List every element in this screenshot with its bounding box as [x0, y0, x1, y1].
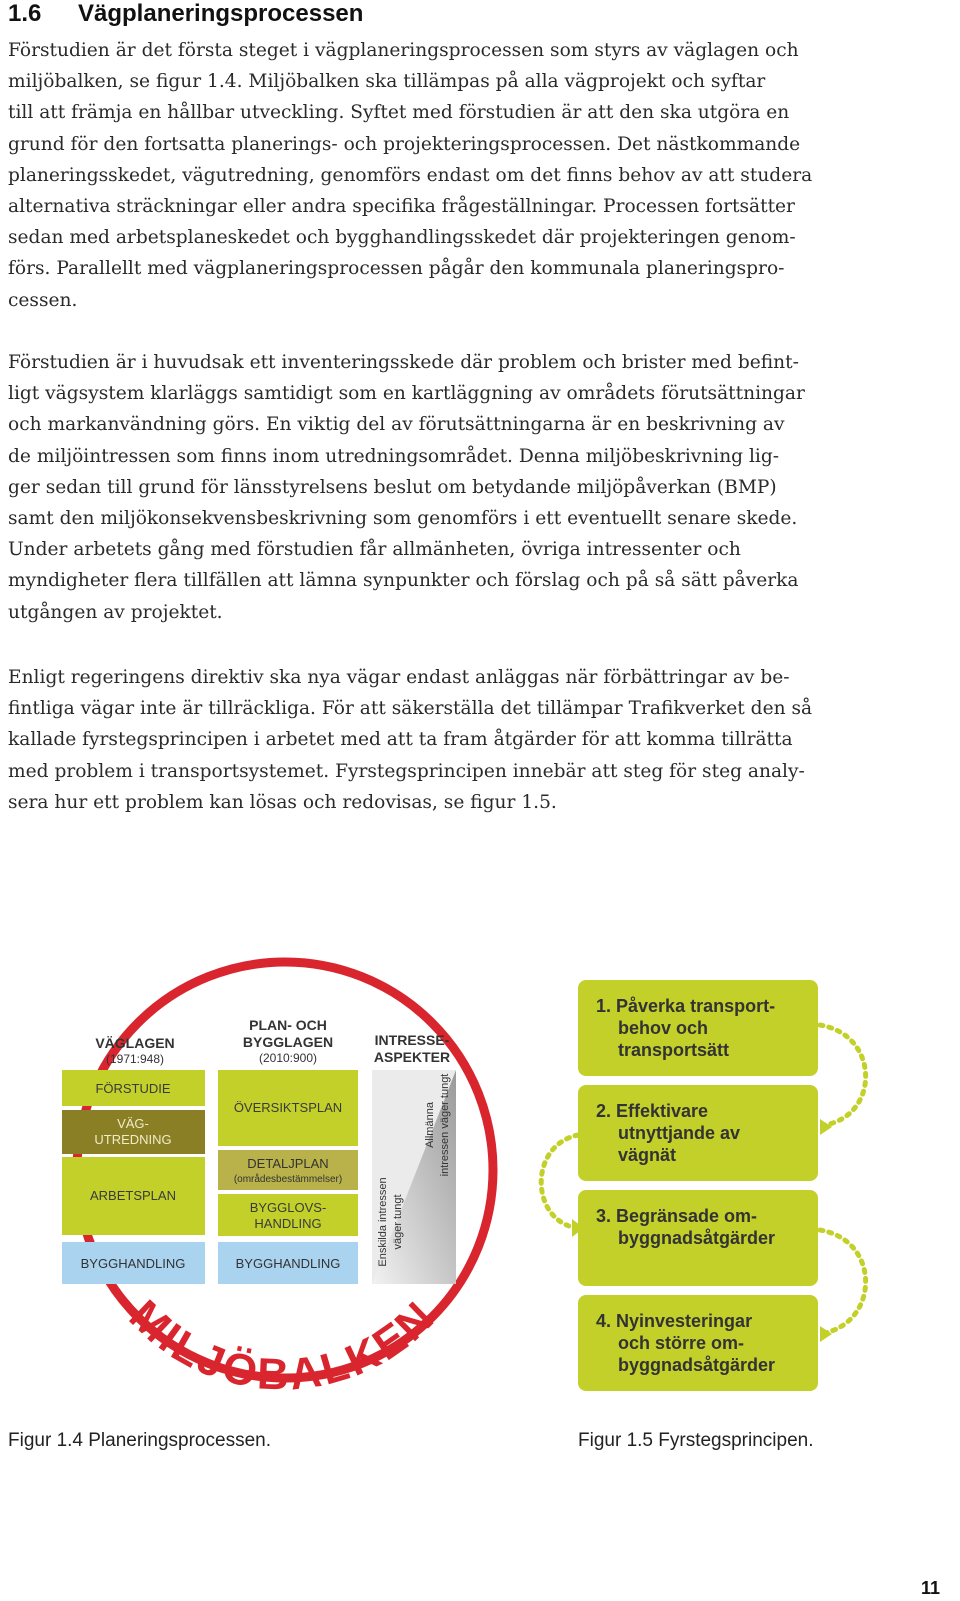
- dotted-arc-1-2: [820, 1025, 866, 1125]
- text-line: Förstudien är det första steget i vägplaneringsprocessen som styrs av väglagen och: [8, 40, 799, 61]
- section-number: 1.6: [8, 0, 42, 27]
- text-line: kallade fyrstegsprincipen i arbetet med att ta fram åtgärder för att komma tillrätta: [8, 729, 793, 751]
- text-line: sera hur ett problem kan lösas och redovisas, se figur 1.5.: [8, 791, 557, 813]
- step-3-line-2: byggnadsåtgärder: [618, 1228, 776, 1248]
- text-line: Förstudien är i huvudsak ett inventeringsskede där problem och brister med befint-: [8, 352, 799, 373]
- paragraph-1: [8, 35, 848, 316]
- text-line: utgången av projektet.: [8, 601, 223, 623]
- stage-arbetsplan-label: ARBETSPLAN: [90, 1188, 176, 1203]
- text-line: de miljöintressen som finns inom utredningsområdet. Denna miljöbeskrivning lig-: [8, 445, 780, 467]
- interests-title-2: ASPEKTER: [373, 1049, 451, 1065]
- text-line: alternativa sträckningar eller andra specifika frågeställningar. Processen fortsätter: [8, 195, 795, 217]
- step-2-line-2: utnyttjande av: [618, 1123, 741, 1143]
- paragraph-3: [8, 662, 848, 818]
- pbl-title-1: PLAN- OCH: [249, 1017, 327, 1033]
- section-title: Vägplaneringsprocessen: [78, 0, 364, 27]
- stage-bygghandling-vl-label: BYGGHANDLING: [80, 1256, 186, 1271]
- step-1-line-1: 1. Påverka transport-: [596, 996, 776, 1016]
- stage-oversiktsplan-label: ÖVERSIKTSPLAN: [233, 1100, 343, 1115]
- stage-bygglovshandling-label-2: HANDLING: [254, 1216, 322, 1231]
- vaglagen-year: (1971:948): [105, 1052, 165, 1066]
- text-line: myndigheter flera tillfällen att lämna synpunkter och förslag och på så sätt påverka: [8, 570, 799, 592]
- step-1-line-3: transportsätt: [618, 1040, 730, 1060]
- text-line: ger sedan till grund för länsstyrelsens beslut om betydande miljöpåverkan (BMP): [8, 476, 777, 498]
- pbl-title-2: BYGGLAGEN: [242, 1034, 334, 1050]
- step-1-line-2: behov och: [618, 1018, 709, 1038]
- text-line: grund för den fortsatta planerings- och projekteringsprocessen. Det nästkommande: [8, 133, 801, 155]
- step-4-line-2: och större om-: [618, 1333, 745, 1353]
- text-line: till att främja en hållbar utveckling. Syftet med förstudien är att den ska utgöra en: [8, 102, 790, 124]
- stage-detaljplan-sublabel: (områdesbestämmelser): [233, 1174, 343, 1185]
- text-line: miljöbalken, se figur 1.4. Miljöbalken ska tillämpas på alla vägprojekt och syftar: [8, 71, 766, 93]
- text-line: Enligt regeringens direktiv ska nya vägar endast anläggas när förbättringar av be-: [8, 667, 790, 688]
- page-number: 11: [920, 1578, 940, 1598]
- planning-process-diagram: [60, 950, 540, 1420]
- step-2-line-1: 2. Effektivare: [596, 1101, 709, 1121]
- ring-label: MILJÖBALKEN: [120, 1290, 445, 1400]
- arrow-head-3-4: [820, 1326, 832, 1342]
- vaglagen-title: VÄGLAGEN: [95, 1035, 175, 1051]
- text-line: förs. Parallellt med vägplaneringsprocessen pågår den kommunala planeringspro-: [8, 258, 785, 280]
- text-line: med problem i transportsystemet. Fyrstegsprincipen innebär att steg för steg analy-: [8, 760, 805, 782]
- private-interest-label-1: Enskilda intressen: [377, 1177, 389, 1267]
- public-interest-label-2: intressen väger tungt: [439, 1073, 451, 1177]
- text-line: planeringsskedet, vägutredning, genomförs endast om det finns behov av att studera: [8, 164, 813, 186]
- text-line: fintliga vägar inte är tillräckliga. För att säkerställa det tillämpar Trafikverket den så: [8, 698, 813, 720]
- interests-title-1: INTRESSE-: [374, 1032, 450, 1048]
- figure-15-caption: Figur 1.5 Fyrstegsprincipen.: [578, 1430, 814, 1451]
- step-4-line-3: byggnadsåtgärder: [618, 1355, 776, 1375]
- section-heading: [8, 0, 363, 28]
- text-line: sedan med arbetsplaneskedet och bygghandlingsskedet där projekteringen genom-: [8, 227, 796, 249]
- dotted-arc-3-4: [820, 1230, 866, 1333]
- figure-four-step-principle: [520, 975, 880, 1395]
- text-line: och markanvändning görs. En viktig del av förutsättningarna är en beskrivning av: [8, 414, 785, 436]
- stage-bygghandling-pbl-label: BYGGHANDLING: [235, 1256, 341, 1271]
- public-interest-label-1: Allmänna: [424, 1102, 436, 1148]
- dotted-arc-2-3: [541, 1135, 578, 1227]
- stage-bygglovshandling-label-1: BYGGLOVS-: [249, 1200, 327, 1215]
- stage-detaljplan-label: DETALJPLAN: [247, 1156, 329, 1171]
- text-line: ligt vägsystem klarläggs samtidigt som en kartläggning av områdets förutsättningar: [8, 383, 805, 405]
- stage-vagutredning-label-2: UTREDNING: [94, 1132, 172, 1147]
- stage-vagutredning-label-1: VÄG-: [117, 1116, 149, 1131]
- text-line: cessen.: [8, 289, 78, 311]
- figure-planning-process: [60, 950, 540, 1420]
- paragraph-2: [8, 347, 848, 628]
- step-4-line-1: 4. Nyinvesteringar: [596, 1311, 753, 1331]
- four-step-diagram: [520, 975, 880, 1395]
- pbl-year: (2010:900): [258, 1051, 318, 1065]
- text-line: samt den miljökonsekvensbeskrivning som genomförs i ett eventuellt senare skede.: [8, 507, 798, 529]
- figure-14-caption: Figur 1.4 Planeringsprocessen.: [8, 1430, 271, 1451]
- stage-forstudie-label: FÖRSTUDIE: [95, 1081, 171, 1096]
- step-2-line-3: vägnät: [618, 1145, 677, 1165]
- private-interest-label-2: väger tungt: [392, 1194, 404, 1250]
- text-line: Under arbetets gång med förstudien får allmänheten, övriga intressenter och: [8, 539, 741, 561]
- step-3-line-1: 3. Begränsade om-: [596, 1206, 758, 1226]
